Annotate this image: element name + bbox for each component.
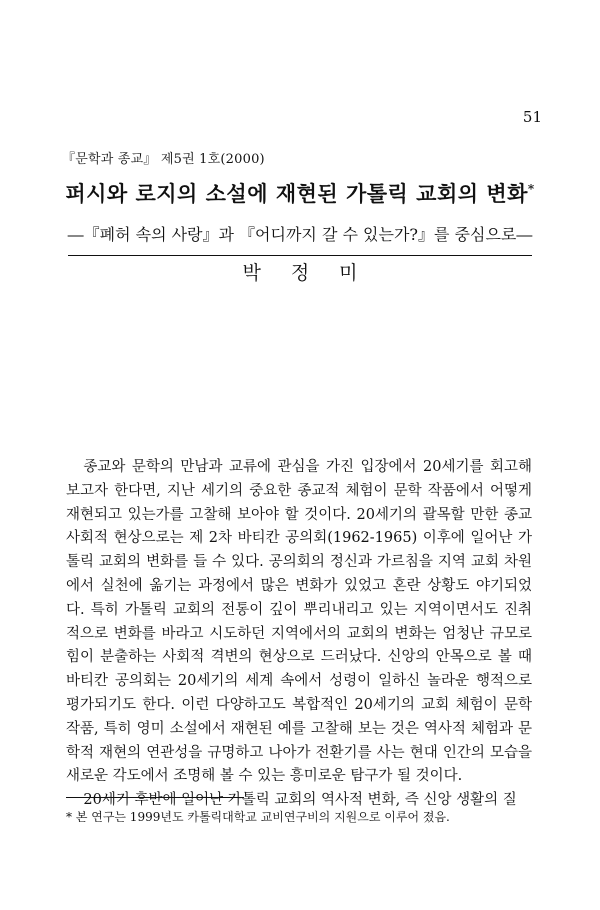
title-footnote-mark: * [527, 182, 535, 196]
footnote: * 본 연구는 1999년도 카톨릭대학교 교비연구비의 지원으로 이루어 졌음. [66, 810, 450, 824]
body-paragraph: 20세기 후반에 일어난 가톨릭 교회의 역사적 변화, 즉 신앙 생활의 질 [83, 792, 517, 809]
article-title [60, 178, 540, 208]
title-text: 퍼시와 로지의 소설에 재현된 가톨릭 교회의 변화 [65, 181, 528, 206]
title-divider [68, 255, 532, 256]
author-name: 박정미 [242, 262, 388, 284]
journal-citation: 『문학과 종교』 제5권 1호(2000) [62, 152, 265, 167]
body-paragraph: 종교와 문학의 만남과 교류에 관심을 가진 입장에서 20세기를 회고해 보고자 한다면, 지난 세기의 중요한 종교적 체험이 문학 작품에서 어떻게 재현되고 있는가를 고찰해 보아야 할 것이다. 20세기의 괄목할 만한 종교 사회적 현상으로는 제 2차 바티칸 공의회(1962-1965) 이후에 일어난 가톨릭 교회의 변화를 들 수 있다. 공의회의 정신과 가르침을 지역 교회 차원에서 실천에 옮기는 과정에서 많은 변화가 있었고 혼란 상황도 야기되었다. 특히 가톨릭 교회의 전통이 깊이 뿌리내리고 있는 지역이면서도 진취적으로 변화를 바라고 시도하던 지역에서의 교회의 변화는 엄청난 규모로 힘이 분출하는 사회적 격변의 현상으로 드러났다. 신앙의 안목으로 볼 때 바티칸 공의회는 20세기의 세계 속에서 성령이 일하신 놀라운 행적으로 평가되기도 한다. 이런 다양하고도 복합적인 20세기의 교회 체험이 문학 작품, 특히 영미 소설에서 재현된 예를 고찰해 보는 것은 역사적 체험과 문학적 재현의 연관성을 규명하고 나아가 전환기를 사는 현대 인간의 모습을 새로운 각도에서 조명해 볼 수 있는 흥미로운 탐구가 될 것이다. [66, 459, 532, 785]
article-subtitle: ―『폐허 속의 사랑』과 『어디까지 갈 수 있는가?』를 중심으로― [67, 225, 533, 244]
footnote-divider [66, 797, 244, 798]
page-number: 51 [522, 108, 542, 126]
body-text [66, 456, 532, 813]
